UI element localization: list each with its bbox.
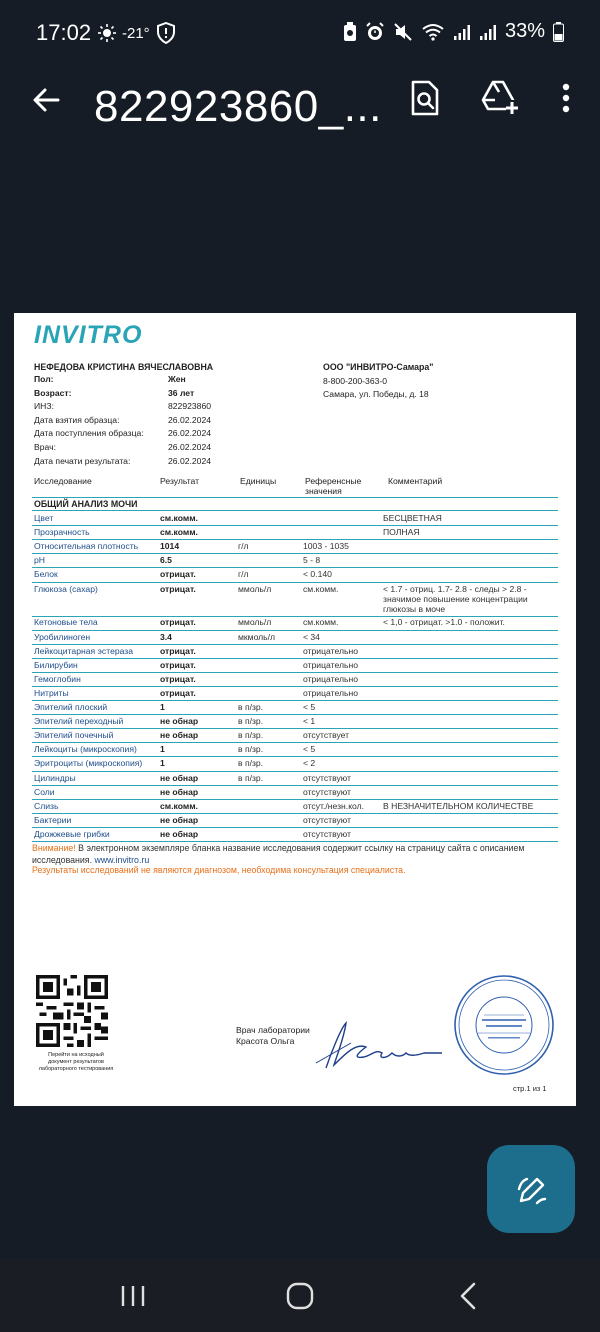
table-row [32,540,558,554]
test-comment: В НЕЗНАЧИТЕЛЬНОМ КОЛИЧЕСТВЕ [383,800,534,811]
test-name[interactable]: Лейкоцитарная эстераза [34,645,134,656]
patient-name: НЕФЕДОВА КРИСТИНА ВЯЧЕСЛАВОВНА [34,362,214,372]
signal-icon-2 [479,23,497,41]
test-reference: 1003 - 1035 [303,541,349,552]
recent-apps-icon[interactable] [115,1278,151,1314]
test-comment: БЕСЦВЕТНАЯ [383,513,442,523]
test-result: 3.4 [160,631,172,642]
test-name[interactable]: Уробилиноген [34,631,91,642]
test-reference: отсут./незн.кол. [303,800,365,811]
test-reference: отрицательно [303,645,358,656]
info-label: Врач: [34,442,56,452]
table-row [32,687,558,701]
table-row [32,631,558,645]
test-name[interactable]: Цилиндры [34,772,76,783]
lab-stamp [452,973,556,1077]
info-value: 822923860 [168,401,212,412]
status-bar [0,0,600,66]
section-divider [32,510,558,511]
table-row [32,645,558,659]
test-result: см.комм. [160,800,198,811]
doctor-name: Красота Ольга [236,1036,295,1046]
test-unit: г/л [238,541,249,552]
col-reference-header: Референсные значения [305,476,362,496]
test-name[interactable]: Белок [34,569,58,580]
test-result: 6.5 [160,555,172,566]
test-reference: см.комм. [303,617,339,628]
test-result: не обнар [160,814,199,825]
test-name[interactable]: Бактерии [34,814,72,825]
test-reference: 5 - 8 [303,555,321,566]
test-result: не обнар [160,772,199,783]
doctor-block [236,1025,310,1047]
info-value: 26.02.2024 [168,414,212,425]
test-result: отрицат. [160,617,196,628]
test-name[interactable]: Соли [34,786,55,797]
test-comment: < 1,0 - отрицат. >1.0 - положит. [383,617,505,628]
table-row [32,743,558,757]
test-result: 1014 [160,541,180,552]
test-name[interactable]: Глюкоза (сахар) [34,583,98,594]
lab-phone: 8-800-200-363-0 [323,376,388,386]
test-name[interactable]: Лейкоциты (микроскопия) [34,744,137,755]
test-reference: отсутствуют [303,786,351,797]
status-temperature: -21° [122,24,150,42]
test-unit: в п/зр. [238,730,264,741]
app-bar [0,66,600,146]
table-row [32,772,558,786]
battery-icon [553,22,564,42]
test-result: не обнар [160,786,199,797]
qr-code[interactable] [36,975,108,1047]
test-reference: отсутствуют [303,814,351,825]
info-label: Дата поступления образца: [34,428,144,439]
test-unit: в п/зр. [238,744,264,755]
table-row [32,814,558,828]
info-value: 36 лет [168,387,195,398]
test-reference: < 5 [303,702,316,712]
test-result: отрицат. [160,569,196,580]
navigation-bar [0,1258,600,1332]
test-name[interactable]: pH [34,555,45,566]
test-reference: отсутствует [303,730,350,741]
test-result: отрицат. [160,673,196,684]
test-name[interactable]: Прозрачность [34,527,90,538]
test-result: см.комм. [160,527,198,538]
test-result: не обнар [160,716,199,727]
battery-percent: 33% [504,20,545,42]
back-nav-icon[interactable] [452,1278,488,1314]
shield-icon [156,22,176,44]
test-name[interactable]: Гемоглобин [34,673,81,684]
signal-icon-1 [453,23,471,41]
table-row [32,757,558,771]
info-value: Жен [168,374,186,384]
info-value: 26.02.2024 [168,455,212,466]
qr-caption: Перейти на исходный документ результатов лабораторного тестирования [38,1052,114,1072]
table-row [32,616,558,630]
test-result: 1 [160,744,165,755]
table-row [32,673,558,687]
attention-text: В электронном экземпляре бланка название исследования содержит ссылку на страницу сайта с описанием исследования. [32,843,525,865]
section-title: ОБЩИЙ АНАЛИЗ МОЧИ [34,499,138,509]
test-unit: ммоль/л [238,583,272,594]
info-value: 26.02.2024 [168,428,212,439]
test-name[interactable]: Дрожжевые грибки [34,828,110,839]
table-row [32,583,558,617]
test-comment: < 1.7 - отриц. 1.7- 2.8 - следы > 2.8 - значимое повышение концентрации глюкозы в моче [383,583,528,614]
home-icon[interactable] [282,1278,318,1314]
more-vert-icon[interactable] [546,78,586,118]
test-result: отрицат. [160,687,196,698]
test-unit: г/л [238,569,249,580]
test-reference: < 5 [303,744,316,755]
invitro-link[interactable]: www.invitro.ru [94,854,150,865]
edit-fab-button[interactable] [487,1145,575,1233]
test-name[interactable]: Эпителий переходный [34,716,124,727]
battery-saver-icon [343,22,357,42]
attention-label: Внимание! [32,843,76,853]
mute-icon [393,22,413,42]
col-test-header: Исследование [34,476,92,486]
test-unit: мкмоль/л [238,631,276,642]
file-search-icon[interactable] [405,78,445,118]
test-reference: < 1 [303,716,316,727]
test-unit: в п/зр. [238,772,264,783]
test-reference: отсутствуют [303,828,351,839]
wifi-icon [421,22,445,42]
disclaimer: Результаты исследований не являются диагнозом, необходима консультация специалиста. [32,865,406,875]
test-unit: в п/зр. [238,716,264,727]
test-name[interactable]: Нитриты [34,687,69,698]
table-row [32,568,558,582]
table-row [32,800,558,814]
test-result: не обнар [160,730,199,741]
status-time: 17:02 [36,20,92,45]
test-name[interactable]: Цвет [34,513,54,523]
info-label: ИНЗ: [34,401,54,412]
test-name[interactable]: Билирубин [34,659,78,670]
table-row [32,786,558,800]
status-right-icons [343,20,564,43]
lab-address: Самара, ул. Победы, д. 18 [323,389,429,400]
signature [306,1013,446,1073]
info-label: Дата печати результата: [34,455,131,466]
test-name[interactable]: Эпителий почечный [34,730,114,741]
test-name[interactable]: Эритроциты (микроскопия) [34,758,143,769]
arrow-left-icon[interactable] [28,82,64,118]
document-page [14,313,576,1106]
table-row [32,715,558,729]
sun-icon [98,24,116,42]
status-left-icons [98,22,176,44]
col-comment-header: Комментарий [388,476,443,486]
table-row [32,526,558,540]
test-name[interactable]: Эпителий плоский [34,702,108,712]
test-unit: в п/зр. [238,702,264,712]
info-label: Дата взятия образца: [34,414,120,425]
test-reference: отрицательно [303,687,358,698]
note-attention [32,843,562,866]
test-comment: ПОЛНАЯ [383,527,420,538]
test-result: 1 [160,702,165,712]
table-row [32,512,558,526]
doctor-title: Врач лаборатории [236,1025,310,1035]
lab-name: ООО "ИНВИТРО-Самара" [323,362,434,372]
table-row [32,659,558,673]
col-units-header: Единицы [240,476,277,486]
test-result: см.комм. [160,513,198,523]
info-label: Пол: [34,374,54,384]
info-value: 26.02.2024 [168,442,212,452]
table-row [32,729,558,743]
document-title: 822923860_... [94,82,382,131]
alarm-icon [365,22,385,42]
test-result: не обнар [160,828,199,839]
test-result: отрицат. [160,645,196,656]
lab-contacts [323,375,429,402]
test-name[interactable]: Относительная плотность [34,541,139,552]
test-unit: в п/зр. [238,758,264,769]
test-reference: отсутствуют [303,772,351,783]
test-result: отрицат. [160,583,196,594]
invitro-logo: INVITRO [34,321,143,349]
table-header-divider [32,497,558,498]
col-result-header: Результат [160,476,200,486]
test-reference: отрицательно [303,673,358,684]
test-result: отрицат. [160,659,196,670]
test-name[interactable]: Кетоновые тела [34,617,98,628]
info-label: Возраст: [34,387,72,398]
drive-add-icon[interactable] [479,78,519,118]
table-row [32,701,558,715]
page-number: стр.1 из 1 [513,1084,547,1093]
test-reference: см.комм. [303,583,339,594]
table-row [32,554,558,568]
test-name[interactable]: Слизь [34,800,59,811]
test-unit: ммоль/л [238,617,272,628]
test-reference: отрицательно [303,659,358,670]
test-reference: < 0.140 [303,569,332,580]
table-row [32,828,558,842]
test-reference: < 34 [303,631,320,642]
test-result: 1 [160,758,165,769]
test-reference: < 2 [303,758,316,769]
edit-pen-icon [511,1169,551,1209]
